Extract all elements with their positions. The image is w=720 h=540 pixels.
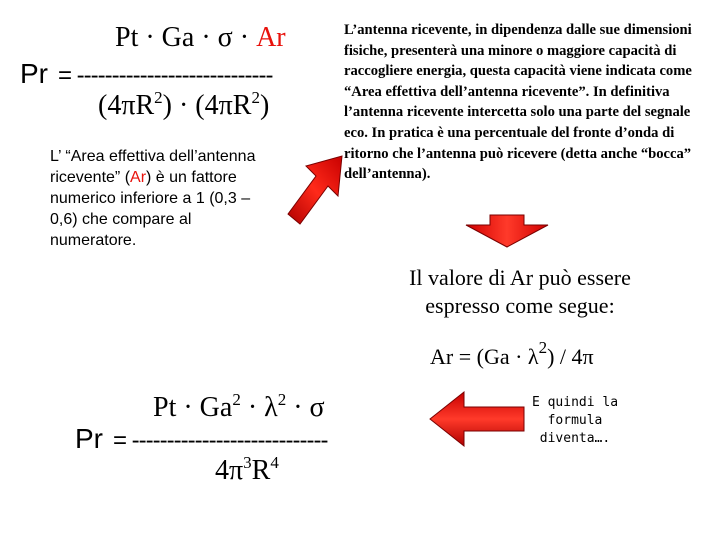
formula2-den-exp2: 4 <box>270 453 279 472</box>
note-line1: L’ “Area effettiva dell’antenna ricevente” <box>50 148 256 186</box>
formula2-numerator <box>153 390 325 424</box>
area-effettiva-note <box>50 146 280 251</box>
formula2-num-part1: Pt · Ga <box>153 392 233 423</box>
arrow-down-icon <box>462 213 552 249</box>
formula1-fraction-line: = ---------------------------- <box>58 62 273 89</box>
formula1-numerator-text: Pt · Ga · σ · <box>115 22 257 53</box>
ar-formula-exp: 2 <box>538 338 548 357</box>
formula2-den-exp1: 3 <box>243 453 252 472</box>
formula1-den-exp1: 2 <box>154 88 163 107</box>
arrow-left-icon <box>428 388 528 450</box>
formula2-fraction-line: = ---------------------------- <box>113 427 328 454</box>
ar-statement: Il valore di Ar può essere espresso come segue: <box>409 265 631 318</box>
formula-radar-equation-2 <box>75 385 405 495</box>
antenna-paragraph: L’antenna ricevente, in dipendenza dalle sue dimensioni fisiche, presenterà una minore o maggiore capacità di raccogliere energia, questa capacità viene indicata come “Area effettiva dell’antenna ricevente”. In definitiva l’antenna ricevente intercetta solo una parte del segnale eco. In pratica è una percentuale del fronte d’onda di ritorno che l’antenna può ricevere (detta anche “bocca” dell’antenna). <box>344 22 692 183</box>
formula1-den-part2: ) · (4πR <box>162 90 252 121</box>
ar-formula-part1: Ar = (Ga · λ <box>430 344 539 369</box>
ar-formula <box>430 338 594 370</box>
formula1-den-part1: (4πR <box>98 90 155 121</box>
formula1-numerator <box>115 22 286 54</box>
formula2-den-part2: R <box>251 455 271 486</box>
formula1-lhs: Pr <box>20 58 48 89</box>
formula2-num-exp1: 2 <box>232 390 241 409</box>
arrow-up-right-icon <box>286 150 346 230</box>
formula2-denominator <box>215 453 279 487</box>
formula2-den-part1: 4π <box>215 455 244 486</box>
formula1-numerator-ar: Ar <box>256 22 286 53</box>
formula2-num-exp2: 2 <box>277 390 287 409</box>
formula1-denominator <box>98 88 269 122</box>
formula2-num-part3: · σ <box>286 392 325 423</box>
note-rest: ) è un fattore numerico inferiore a 1 (0,3 – 0,6) che compare al numeratore. <box>50 169 251 249</box>
ar-formula-part2: ) / 4π <box>547 344 594 369</box>
side-note: E quindi la formula diventa…. <box>531 395 619 446</box>
formula1-den-exp2: 2 <box>251 88 260 107</box>
formula1-den-part3: ) <box>259 90 270 121</box>
note-ar: Ar <box>130 169 147 186</box>
formula-radar-equation-1 <box>20 20 335 130</box>
formula2-lhs: Pr <box>75 423 103 454</box>
formula2-num-part2: · λ <box>240 392 278 423</box>
note-paren: ( <box>124 169 131 186</box>
